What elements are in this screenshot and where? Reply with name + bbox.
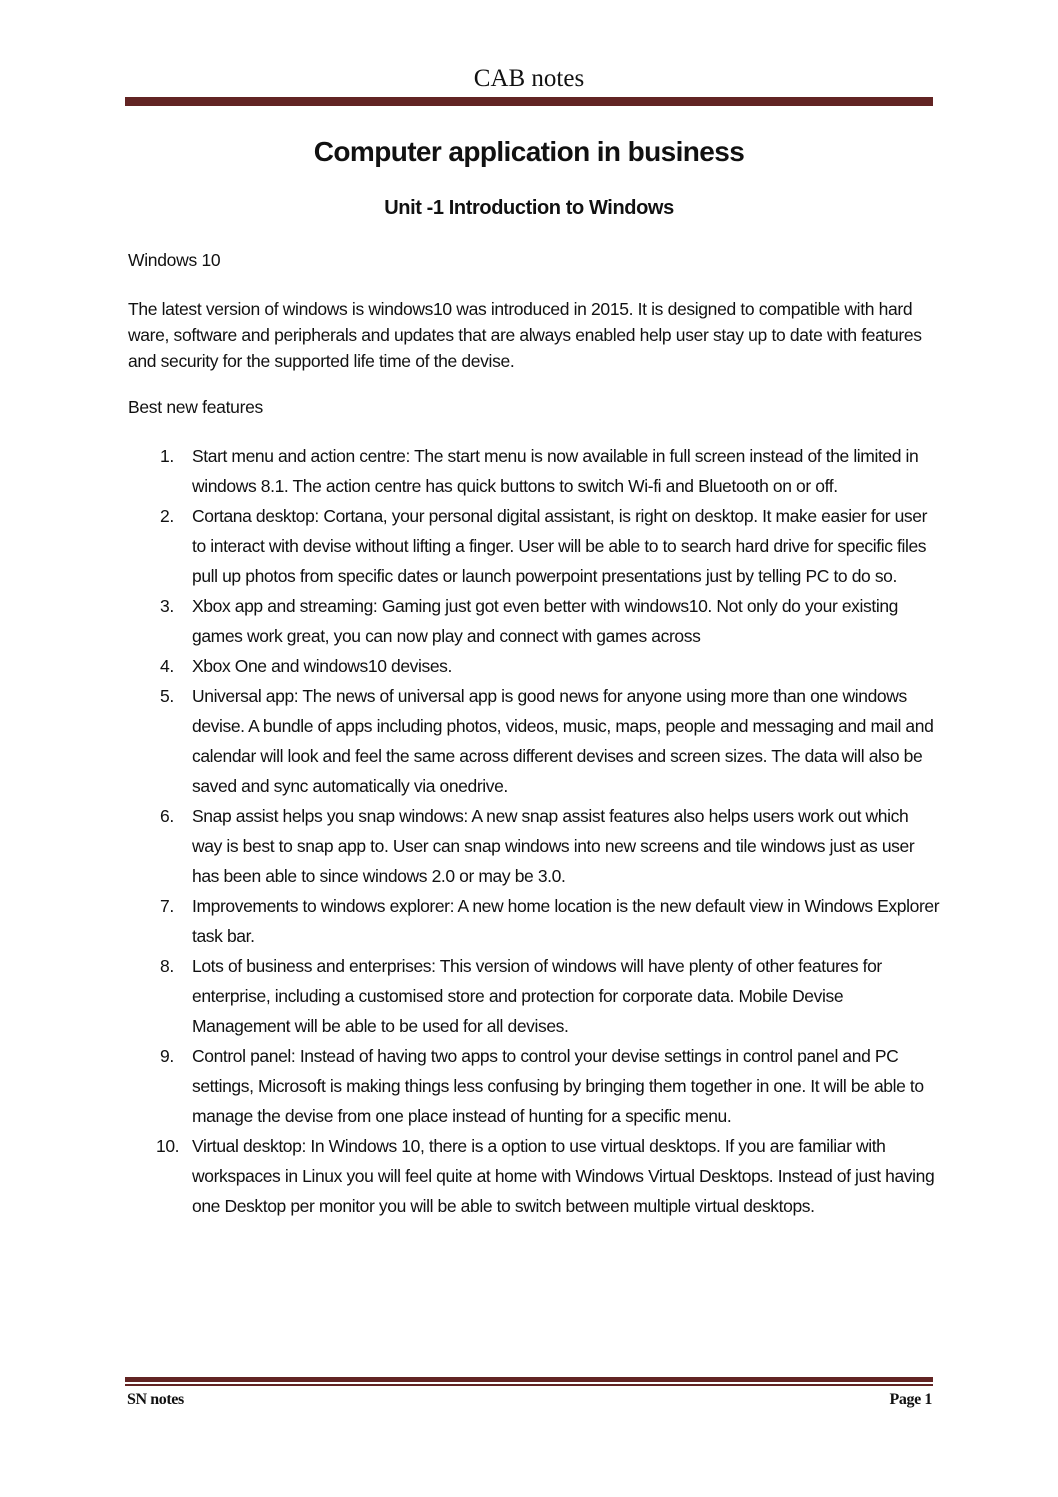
list-number: 9. <box>160 1046 174 1066</box>
list-item-text: Xbox app and streaming: Gaming just got even better with windows10. Not only do your existing games work great, you can now play and connect with games across <box>192 596 898 646</box>
list-item <box>128 501 940 591</box>
running-header: CAB notes <box>473 65 585 92</box>
footer-rule-thin <box>125 1384 933 1386</box>
document-title: Computer application in business <box>313 136 745 167</box>
list-number: 10. <box>156 1136 180 1156</box>
list-item-text: Virtual desktop: In Windows 10, there is a option to use virtual desktops. If you are familiar with workspaces in Linux you will feel quite at home with Windows Virtual Desktops. Instead of just having one Desktop per monitor you will be able to switch between multiple virtual desktops. <box>192 1136 935 1216</box>
list-number: 5. <box>160 686 174 706</box>
section-heading: Windows 10 <box>128 250 221 270</box>
list-item-text: Universal app: The news of universal app is good news for anyone using more than one windows devise. A bundle of apps including photos, videos, music, maps, people and messaging and mail and calendar will look and feel the same across different devises and screen sizes. The data will also be saved and sync automatically via onedrive. <box>192 686 934 796</box>
list-number: 1. <box>160 446 174 466</box>
list-item <box>128 1041 940 1131</box>
list-item <box>128 591 940 651</box>
list-number: 7. <box>160 896 174 916</box>
list-number: 8. <box>160 956 174 976</box>
list-item <box>128 681 940 801</box>
list-item <box>128 891 940 951</box>
list-item-text: Control panel: Instead of having two apps to control your devise settings in control panel and PC settings, Microsoft is making things less confusing by bringing them together in one. It will be able to manage the devise from one place instead of hunting for a specific menu. <box>192 1046 924 1126</box>
list-item-text: Cortana desktop: Cortana, your personal digital assistant, is right on desktop. It make easier for user to interact with devise without lifting a finger. User will be able to to search hard drive for specific files pull up photos from specific dates or launch powerpoint presentations just by telling PC to do so. <box>192 506 928 586</box>
list-item <box>128 951 940 1041</box>
list-item-text: Xbox One and windows10 devises. <box>192 656 452 676</box>
footer-rule <box>125 1377 933 1382</box>
page-number: Page 1 <box>889 1391 932 1408</box>
list-item <box>128 1131 940 1221</box>
list-item-text: Lots of business and enterprises: This version of windows will have plenty of other features for enterprise, including a customised store and protection for corporate data. Mobile Devise Management will be able to be used for all devises. <box>192 956 882 1036</box>
list-number: 6. <box>160 806 174 826</box>
running-footer-left: SN notes <box>127 1391 184 1408</box>
list-item-text: Snap assist helps you snap windows: A new snap assist features also helps users work out which way is best to snap app to. User can snap windows into new screens and tile windows just as user has been able to since windows 2.0 or may be 3.0. <box>192 806 915 886</box>
list-item <box>128 441 940 501</box>
list-item-text: Improvements to windows explorer: A new home location is the new default view in Windows Explorer task bar. <box>192 896 940 946</box>
list-item-text: Start menu and action centre: The start menu is now available in full screen instead of the limited in windows 8.1. The action centre has quick buttons to switch Wi-fi and Bluetooth on or off. <box>192 446 919 496</box>
list-item <box>128 651 940 681</box>
header-rule <box>125 97 933 106</box>
intro-paragraph: The latest version of windows is windows10 was introduced in 2015. It is designed to compatible with hard ware, software and peripherals and updates that are always enabled help user stay up to date with features and security for the supported life time of the devise. <box>128 299 922 371</box>
list-number: 2. <box>160 506 174 526</box>
list-item <box>128 801 940 891</box>
list-number: 4. <box>160 656 174 676</box>
list-number: 3. <box>160 596 174 616</box>
features-heading: Best new features <box>128 397 263 417</box>
features-list <box>128 441 940 1221</box>
document-subtitle: Unit -1 Introduction to Windows <box>384 197 674 219</box>
